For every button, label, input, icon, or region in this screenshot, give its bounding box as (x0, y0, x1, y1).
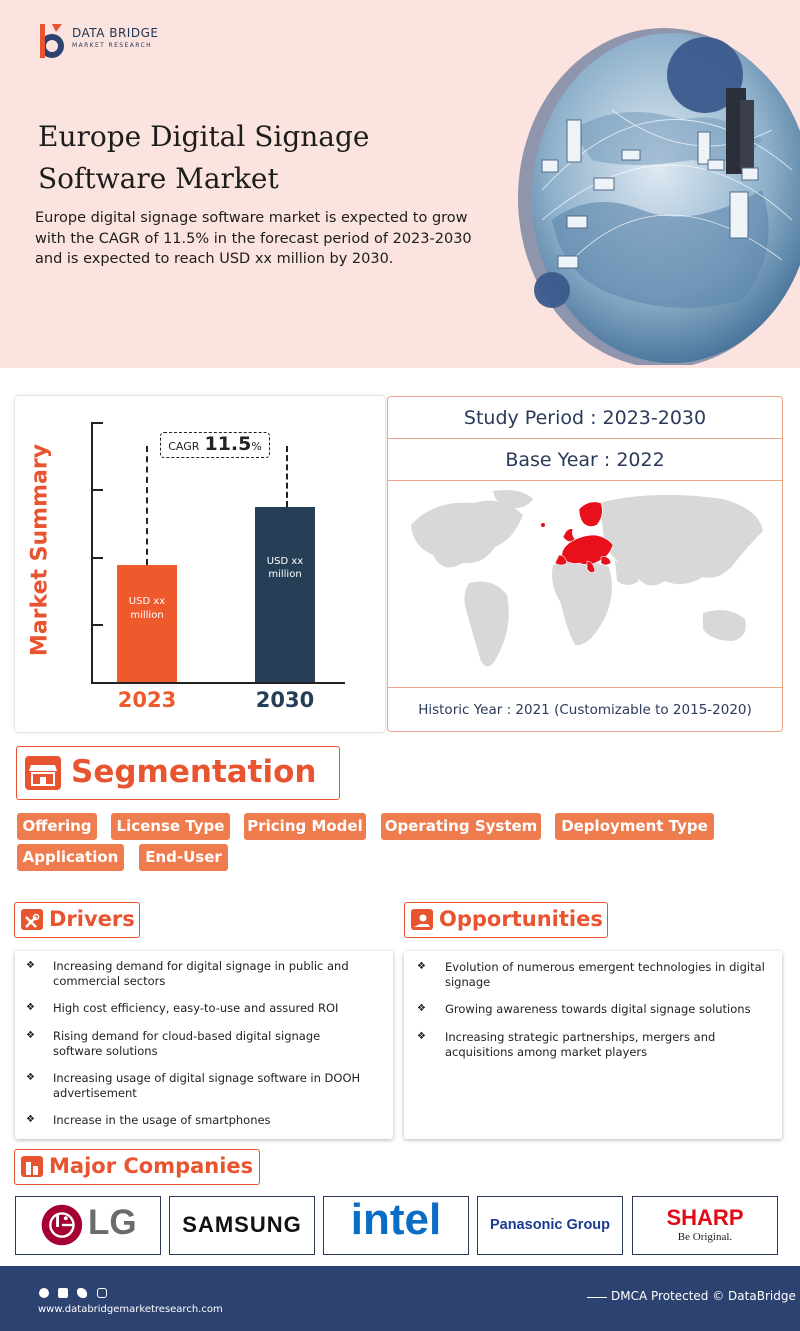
sharp-slogan: Be Original. (677, 1231, 733, 1243)
chart-bar-label-2030: USD xx million (266, 555, 304, 580)
whatsapp-icon[interactable] (39, 1288, 49, 1298)
sharp-wordmark: SHARP (666, 1205, 744, 1230)
tools-icon (21, 909, 43, 930)
driver-item: Increasing demand for digital signage in public and commercial sectors (53, 959, 349, 988)
drivers-header (14, 902, 140, 938)
footer-divider (587, 1297, 607, 1298)
panasonic-wordmark: Panasonic Group (489, 1217, 611, 1233)
instagram-icon[interactable] (97, 1288, 107, 1298)
company-logo-panasonic[interactable] (477, 1196, 623, 1255)
drivers-title: Drivers (49, 907, 135, 931)
chart-tick (91, 489, 103, 491)
driver-item: High cost efficiency, easy-to-use and assured ROI (53, 1001, 339, 1015)
bullet-icon: ❖ (26, 1072, 35, 1083)
intel-wordmark: intel (350, 1195, 442, 1244)
segment-chip-application[interactable]: Application (17, 844, 124, 871)
company-logo-lg[interactable] (15, 1196, 161, 1255)
cagr-unit: % (251, 440, 262, 453)
chart-tick (91, 624, 103, 626)
brand-tagline: MARKET RESEARCH (72, 42, 152, 49)
segmentation-title: Segmentation (71, 754, 317, 790)
chart-x-axis (91, 682, 345, 684)
chart-bar-2023 (117, 565, 177, 682)
cagr-label: CAGR (168, 440, 200, 453)
page-title: Europe Digital Signage Software Market (38, 120, 370, 195)
opportunities-header (404, 902, 608, 938)
chart-bar-label-2023: USD xx million (128, 596, 166, 621)
world-map (403, 485, 769, 685)
brand-name: DATA BRIDGE (72, 26, 159, 40)
chart-category-2023: 2023 (117, 688, 177, 712)
chart-y-axis (91, 422, 93, 684)
driver-item: Increasing usage of digital signage software in DOOH advertisement (53, 1071, 361, 1100)
globe-illustration (512, 20, 800, 365)
bullet-icon: ❖ (417, 961, 426, 972)
company-logo-samsung[interactable] (169, 1196, 315, 1255)
market-summary-heading: Market Summary (27, 443, 53, 657)
bullet-icon: ❖ (417, 1031, 426, 1042)
dmca-notice: DMCA Protected © DataBridge (611, 1289, 796, 1303)
segment-chip-deployment-type[interactable]: Deployment Type (555, 813, 714, 840)
store-icon (25, 756, 61, 790)
bullet-icon: ❖ (26, 1114, 35, 1125)
bullet-icon: ❖ (26, 1002, 35, 1013)
bullet-icon: ❖ (26, 1030, 35, 1041)
study-period-card (387, 396, 783, 732)
segment-chip-license-type[interactable]: License Type (111, 813, 230, 840)
logo-icon (32, 20, 68, 60)
footer-website-link[interactable]: www.databridgemarketresearch.com (38, 1304, 223, 1315)
cagr-badge (160, 432, 270, 458)
company-logo-intel[interactable] (323, 1196, 469, 1255)
hero-description: Europe digital signage software market is expected to grow with the CAGR of 11.5% in the forecast period of 2023-2030 and is expected to reach USD xx million by 2030. (35, 210, 472, 267)
study-period: Study Period : 2023-2030 (388, 397, 782, 439)
major-companies-header (14, 1149, 260, 1185)
chart-category-2030: 2030 (255, 688, 315, 712)
brand-logo[interactable] (32, 20, 172, 60)
chart-dashed-leader-2030 (286, 446, 288, 507)
segment-chip-pricing-model[interactable]: Pricing Model (244, 813, 366, 840)
facebook-icon[interactable] (58, 1288, 68, 1298)
hand-coin-icon (411, 909, 433, 930)
historic-year: Historic Year : 2021 (Customizable to 2015-2020) (388, 687, 782, 731)
chart-tick (91, 422, 103, 424)
segment-chip-offering[interactable]: Offering (17, 813, 97, 840)
hero-section (0, 0, 800, 368)
chart-bar-2030 (255, 507, 315, 683)
driver-item: Rising demand for cloud-based digital signage software solutions (53, 1029, 321, 1058)
segmentation-header (16, 746, 340, 800)
bullet-icon: ❖ (417, 1003, 426, 1014)
company-logo-sharp[interactable] (632, 1196, 778, 1255)
base-year: Base Year : 2022 (388, 439, 782, 481)
opportunity-item: Increasing strategic partnerships, mergers and acquisitions among market players (445, 1030, 716, 1059)
major-companies-title: Major Companies (49, 1154, 254, 1178)
footer (0, 1266, 800, 1331)
opportunities-title: Opportunities (439, 907, 603, 931)
opportunity-item: Growing awareness towards digital signage solutions (445, 1002, 751, 1016)
lg-wordmark: LG (88, 1203, 137, 1242)
cagr-value: 11.5 (204, 433, 252, 455)
building-icon (21, 1156, 43, 1177)
chart-dashed-leader-2023 (146, 446, 148, 565)
segment-chip-operating-system[interactable]: Operating System (381, 813, 541, 840)
segment-chip-end-user[interactable]: End-User (139, 844, 228, 871)
driver-item: Increase in the usage of smartphones (53, 1113, 271, 1127)
bullet-icon: ❖ (26, 960, 35, 971)
opportunity-item: Evolution of numerous emergent technologies in digital signage (445, 960, 765, 989)
samsung-wordmark: SAMSUNG (182, 1212, 302, 1237)
chart-tick (91, 557, 103, 559)
twitter-icon[interactable] (77, 1288, 87, 1298)
